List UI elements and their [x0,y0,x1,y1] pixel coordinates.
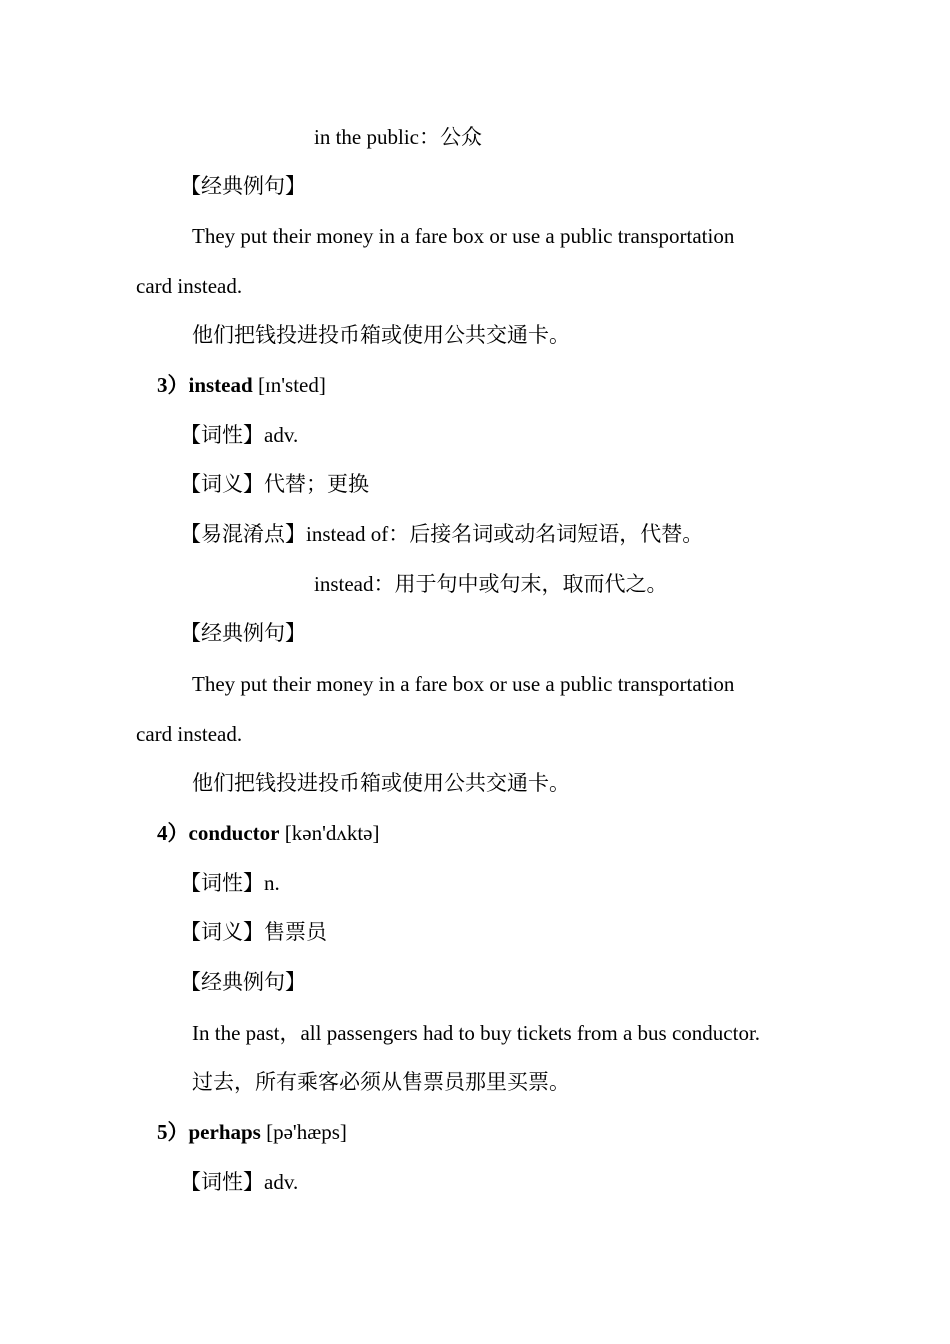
example-label: 【经典例句】 [180,621,306,645]
entry-4-heading [157,820,380,846]
entry-number: 3） [157,373,189,397]
confusable-note-2: instead：用于句中或句末，取而代之。 [314,572,668,596]
example-en-line1: They put their money in a fare box or use a public transportation [192,224,735,248]
entry-word: conductor [188,821,280,845]
entry-phonetic: [kən'dʌktə] [284,821,380,845]
entry-phonetic: [ɪn'sted] [257,373,326,397]
example-en-line1: They put their money in a fare box or use a public transportation [192,672,735,696]
entry-number: 5） [157,1120,189,1144]
example-zh: 他们把钱投进投币箱或使用公共交通卡。 [192,323,570,347]
example-en-line2: card instead. [136,274,243,298]
example-zh: 过去，所有乘客必须从售票员那里买票。 [192,1070,570,1094]
public-note: in the public：公众 [314,125,482,149]
confusable-line [180,521,703,547]
entry-5-heading [157,1119,347,1145]
example-label: 【经典例句】 [180,970,306,994]
word-meaning: 【词义】售票员 [180,920,327,944]
example-zh: 他们把钱投进投币箱或使用公共交通卡。 [192,771,570,795]
entry-word: instead [188,373,253,397]
entry-phonetic: [pə'hæps] [266,1120,347,1144]
example-en-line2: card instead. [136,722,243,746]
entry-number: 4） [157,821,189,845]
confusable-note-1: instead of：后接名词或动名词短语，代替。 [306,522,704,546]
example-label: 【经典例句】 [180,174,306,198]
part-of-speech: 【词性】n. [180,871,280,895]
entry-word: perhaps [188,1120,261,1144]
entry-3-heading [157,372,326,398]
word-meaning: 【词义】代替；更换 [180,472,369,496]
example-en: In the past，all passengers had to buy tickets from a bus conductor. [192,1021,761,1045]
confusable-label: 【易混淆点】 [180,522,306,546]
part-of-speech: 【词性】adv. [180,1170,299,1194]
part-of-speech: 【词性】adv. [180,423,299,447]
